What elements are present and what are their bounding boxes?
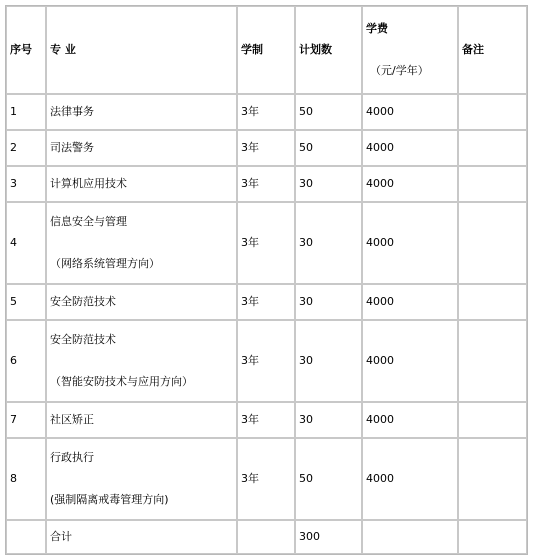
total-row — [6, 520, 527, 554]
cell-note — [458, 284, 527, 320]
cell-major — [46, 438, 237, 520]
cell-major — [46, 94, 237, 130]
header-fee-unit: （元/学年） — [370, 64, 429, 77]
table-row — [6, 94, 527, 130]
cell-duration: 3年 — [237, 130, 295, 166]
major-name: 行政执行 — [50, 451, 94, 464]
cell-note — [458, 320, 527, 402]
cell-fee — [362, 520, 458, 554]
cell-duration: 3年 — [237, 166, 295, 202]
cell-plan: 50 — [295, 94, 362, 130]
cell-note — [458, 202, 527, 284]
total-label: 合计 — [46, 520, 237, 554]
cell-major — [46, 284, 237, 320]
cell-index — [6, 520, 46, 554]
cell-duration: 3年 — [237, 438, 295, 520]
cell-fee: 4000 — [362, 320, 458, 402]
cell-duration: 3年 — [237, 402, 295, 438]
header-note: 备注 — [458, 6, 527, 94]
header-major: 专 业 — [46, 6, 237, 94]
cell-fee: 4000 — [362, 166, 458, 202]
cell-plan: 30 — [295, 202, 362, 284]
total-plan: 300 — [295, 520, 362, 554]
cell-major — [46, 402, 237, 438]
cell-major — [46, 202, 237, 284]
cell-plan: 50 — [295, 438, 362, 520]
cell-index: 2 — [6, 130, 46, 166]
major-name: 计算机应用技术 — [50, 177, 127, 190]
cell-plan: 50 — [295, 130, 362, 166]
cell-note — [458, 438, 527, 520]
cell-plan: 30 — [295, 320, 362, 402]
cell-duration: 3年 — [237, 320, 295, 402]
header-fee-label: 学费 — [366, 22, 388, 35]
header-duration: 学制 — [237, 6, 295, 94]
cell-index: 4 — [6, 202, 46, 284]
cell-plan: 30 — [295, 402, 362, 438]
major-name: 司法警务 — [50, 141, 94, 154]
major-name: 安全防范技术 — [50, 333, 116, 346]
cell-fee: 4000 — [362, 94, 458, 130]
cell-fee: 4000 — [362, 202, 458, 284]
table-row — [6, 130, 527, 166]
cell-fee: 4000 — [362, 438, 458, 520]
cell-plan: 30 — [295, 166, 362, 202]
cell-index: 8 — [6, 438, 46, 520]
major-direction: （网络系统管理方向） — [50, 257, 160, 270]
table-row — [6, 320, 527, 402]
cell-fee: 4000 — [362, 130, 458, 166]
cell-index: 3 — [6, 166, 46, 202]
cell-note — [458, 166, 527, 202]
cell-major — [46, 130, 237, 166]
cell-fee: 4000 — [362, 284, 458, 320]
table-row — [6, 438, 527, 520]
cell-major — [46, 320, 237, 402]
major-name: 社区矫正 — [50, 413, 94, 426]
cell-note — [458, 402, 527, 438]
cell-index: 6 — [6, 320, 46, 402]
header-fee — [362, 6, 458, 94]
cell-duration: 3年 — [237, 202, 295, 284]
table-row — [6, 402, 527, 438]
cell-fee: 4000 — [362, 402, 458, 438]
table-row — [6, 284, 527, 320]
cell-major — [46, 166, 237, 202]
major-name: 安全防范技术 — [50, 295, 116, 308]
major-name: 信息安全与管理 — [50, 215, 127, 228]
header-index: 序号 — [6, 6, 46, 94]
major-direction: (强制隔离戒毒管理方向) — [50, 493, 169, 506]
cell-duration: 3年 — [237, 94, 295, 130]
major-name: 法律事务 — [50, 105, 94, 118]
cell-note — [458, 94, 527, 130]
cell-note — [458, 520, 527, 554]
header-plan: 计划数 — [295, 6, 362, 94]
enrollment-fee-table — [5, 5, 528, 555]
cell-duration: 3年 — [237, 284, 295, 320]
header-row — [6, 6, 527, 94]
cell-index: 5 — [6, 284, 46, 320]
cell-plan: 30 — [295, 284, 362, 320]
major-direction: （智能安防技术与应用方向） — [50, 375, 193, 388]
cell-index: 7 — [6, 402, 46, 438]
table-row — [6, 202, 527, 284]
cell-index: 1 — [6, 94, 46, 130]
cell-note — [458, 130, 527, 166]
table-row — [6, 166, 527, 202]
cell-duration — [237, 520, 295, 554]
